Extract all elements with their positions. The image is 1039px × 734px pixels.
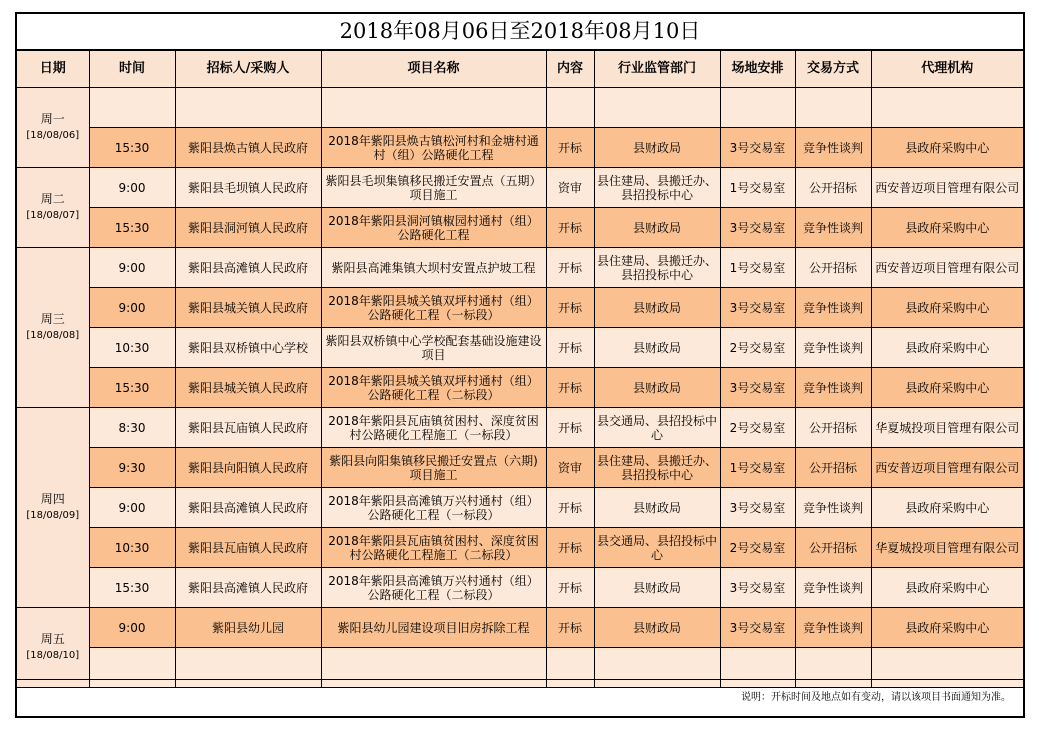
cell-method: 公开招标 xyxy=(795,448,871,488)
schedule-table xyxy=(17,50,1023,688)
table-row xyxy=(17,608,1023,648)
table-row xyxy=(17,368,1023,408)
cell-agent: 县政府采购中心 xyxy=(871,368,1023,408)
cell-room: 1号交易室 xyxy=(720,168,795,208)
col-header-content: 内容 xyxy=(546,51,594,88)
cell-time: 15:30 xyxy=(89,368,175,408)
cell-content: 开标 xyxy=(546,288,594,328)
cell-project: 2018年紫阳县城关镇双坪村通村（组）公路硬化工程（二标段） xyxy=(321,368,546,408)
col-header-owner: 招标人/采购人 xyxy=(175,51,321,88)
day-name: 周二 xyxy=(40,192,65,206)
cell-owner: 紫阳县向阳镇人民政府 xyxy=(175,448,321,488)
cell-method: 公开招标 xyxy=(795,528,871,568)
cell-project: 2018年紫阳县洞河镇椒园村通村（组）公路硬化工程 xyxy=(321,208,546,248)
cell-agent: 西安普迈项目管理有限公司 xyxy=(871,448,1023,488)
cell-owner: 紫阳县城关镇人民政府 xyxy=(175,288,321,328)
cell-project: 紫阳县高滩集镇大坝村安置点护坡工程 xyxy=(321,248,546,288)
cell-project: 紫阳县毛坝集镇移民搬迁安置点（五期）项目施工 xyxy=(321,168,546,208)
cell-agent: 县政府采购中心 xyxy=(871,488,1023,528)
cell-time: 9:00 xyxy=(89,488,175,528)
schedule-sheet xyxy=(15,12,1025,718)
cell-dept: 县交通局、县招投标中心 xyxy=(594,408,720,448)
day-date: [18/08/09] xyxy=(26,510,80,521)
cell-room: 1号交易室 xyxy=(720,448,795,488)
col-header-agent: 代理机构 xyxy=(871,51,1023,88)
cell-method: 公开招标 xyxy=(795,248,871,288)
cell-method: 竞争性谈判 xyxy=(795,608,871,648)
day-date: [18/08/07] xyxy=(26,210,80,221)
cell-owner: 紫阳县瓦庙镇人民政府 xyxy=(175,408,321,448)
table-row xyxy=(17,488,1023,528)
cell-agent: 县政府采购中心 xyxy=(871,608,1023,648)
cell-dept: 县财政局 xyxy=(594,608,720,648)
cell-time: 9:00 xyxy=(89,288,175,328)
day-date: [18/08/08] xyxy=(26,330,80,341)
cell-owner: 紫阳县洞河镇人民政府 xyxy=(175,208,321,248)
cell-owner: 紫阳县瓦庙镇人民政府 xyxy=(175,528,321,568)
cell-owner: 紫阳县毛坝镇人民政府 xyxy=(175,168,321,208)
cell-method: 竞争性谈判 xyxy=(795,488,871,528)
col-header-method: 交易方式 xyxy=(795,51,871,88)
cell-room: 3号交易室 xyxy=(720,488,795,528)
cell-dept: 县交通局、县招投标中心 xyxy=(594,528,720,568)
cell-method: 竞争性谈判 xyxy=(795,288,871,328)
cell-dept: 县住建局、县搬迁办、县招投标中心 xyxy=(594,448,720,488)
day-name: 周五 xyxy=(40,632,65,646)
header-row xyxy=(17,51,1023,88)
cell-content: 开标 xyxy=(546,488,594,528)
page-title: 2018年08月06日至2018年08月10日 xyxy=(17,14,1023,50)
cell-time: 10:30 xyxy=(89,528,175,568)
table-row-empty xyxy=(17,88,1023,128)
cell-method: 公开招标 xyxy=(795,168,871,208)
cell-owner: 紫阳县焕古镇人民政府 xyxy=(175,128,321,168)
col-header-date: 日期 xyxy=(17,51,89,88)
table-row xyxy=(17,168,1023,208)
cell-time: 8:30 xyxy=(89,408,175,448)
cell-room: 3号交易室 xyxy=(720,608,795,648)
col-header-time: 时间 xyxy=(89,51,175,88)
cell-content: 开标 xyxy=(546,528,594,568)
cell-project: 2018年紫阳县城关镇双坪村通村（组）公路硬化工程（一标段） xyxy=(321,288,546,328)
cell-agent: 县政府采购中心 xyxy=(871,288,1023,328)
cell-dept: 县住建局、县搬迁办、县招投标中心 xyxy=(594,168,720,208)
cell-agent: 西安普迈项目管理有限公司 xyxy=(871,168,1023,208)
cell-time: 15:30 xyxy=(89,568,175,608)
cell-time: 15:30 xyxy=(89,128,175,168)
day-date: [18/08/06] xyxy=(26,130,80,141)
cell-time: 15:30 xyxy=(89,208,175,248)
cell-project: 紫阳县幼儿园建设项目旧房拆除工程 xyxy=(321,608,546,648)
cell-owner: 紫阳县高滩镇人民政府 xyxy=(175,568,321,608)
cell-room: 2号交易室 xyxy=(720,528,795,568)
table-row xyxy=(17,528,1023,568)
cell-project: 2018年紫阳县瓦庙镇贫困村、深度贫困村公路硬化工程施工（二标段） xyxy=(321,528,546,568)
cell-room: 1号交易室 xyxy=(720,248,795,288)
cell-project: 2018年紫阳县高滩镇万兴村通村（组）公路硬化工程（二标段） xyxy=(321,568,546,608)
cell-dept: 县财政局 xyxy=(594,488,720,528)
col-header-project: 项目名称 xyxy=(321,51,546,88)
cell-time: 10:30 xyxy=(89,328,175,368)
cell-content: 开标 xyxy=(546,328,594,368)
table-row xyxy=(17,248,1023,288)
day-cell-wed xyxy=(17,248,89,408)
cell-time: 9:30 xyxy=(89,448,175,488)
cell-content: 开标 xyxy=(546,568,594,608)
day-cell-mon xyxy=(17,88,89,168)
cell-room: 2号交易室 xyxy=(720,328,795,368)
day-cell-tue xyxy=(17,168,89,248)
cell-owner: 紫阳县城关镇人民政府 xyxy=(175,368,321,408)
cell-method: 竞争性谈判 xyxy=(795,208,871,248)
day-cell-thu xyxy=(17,408,89,608)
day-name: 周三 xyxy=(40,312,65,326)
cell-project: 2018年紫阳县高滩镇万兴村通村（组）公路硬化工程（一标段） xyxy=(321,488,546,528)
cell-agent: 华夏城投项目管理有限公司 xyxy=(871,528,1023,568)
cell-room: 2号交易室 xyxy=(720,408,795,448)
cell-content: 资审 xyxy=(546,168,594,208)
cell-agent: 县政府采购中心 xyxy=(871,128,1023,168)
cell-agent: 县政府采购中心 xyxy=(871,328,1023,368)
table-row xyxy=(17,328,1023,368)
cell-agent: 西安普迈项目管理有限公司 xyxy=(871,248,1023,288)
cell-room: 3号交易室 xyxy=(720,128,795,168)
cell-method: 竞争性谈判 xyxy=(795,368,871,408)
cell-agent: 华夏城投项目管理有限公司 xyxy=(871,408,1023,448)
col-header-room: 场地安排 xyxy=(720,51,795,88)
day-cell-fri xyxy=(17,608,89,688)
cell-room: 3号交易室 xyxy=(720,368,795,408)
cell-content: 开标 xyxy=(546,248,594,288)
table-row xyxy=(17,208,1023,248)
cell-method: 公开招标 xyxy=(795,408,871,448)
cell-dept: 县财政局 xyxy=(594,328,720,368)
cell-project: 2018年紫阳县焕古镇松河村和金塘村通村（组）公路硬化工程 xyxy=(321,128,546,168)
cell-time: 9:00 xyxy=(89,248,175,288)
day-date: [18/08/10] xyxy=(26,650,80,661)
cell-time: 9:00 xyxy=(89,608,175,648)
cell-dept: 县财政局 xyxy=(594,288,720,328)
cell-project: 紫阳县向阳集镇移民搬迁安置点（六期)项目施工 xyxy=(321,448,546,488)
cell-agent: 县政府采购中心 xyxy=(871,568,1023,608)
col-header-dept: 行业监管部门 xyxy=(594,51,720,88)
cell-content: 开标 xyxy=(546,368,594,408)
cell-content: 开标 xyxy=(546,128,594,168)
cell-dept: 县财政局 xyxy=(594,568,720,608)
cell-owner: 紫阳县幼儿园 xyxy=(175,608,321,648)
table-row xyxy=(17,408,1023,448)
cell-dept: 县财政局 xyxy=(594,128,720,168)
table-row xyxy=(17,448,1023,488)
cell-agent: 县政府采购中心 xyxy=(871,208,1023,248)
cell-owner: 紫阳县双桥镇中心学校 xyxy=(175,328,321,368)
cell-project: 紫阳县双桥镇中心学校配套基础设施建设项目 xyxy=(321,328,546,368)
cell-dept: 县住建局、县搬迁办、县招投标中心 xyxy=(594,248,720,288)
cell-content: 开标 xyxy=(546,408,594,448)
cell-owner: 紫阳县高滩镇人民政府 xyxy=(175,248,321,288)
cell-content: 开标 xyxy=(546,608,594,648)
cell-method: 竞争性谈判 xyxy=(795,568,871,608)
table-row xyxy=(17,288,1023,328)
cell-dept: 县财政局 xyxy=(594,368,720,408)
cell-content: 开标 xyxy=(546,208,594,248)
table-row xyxy=(17,128,1023,168)
cell-time: 9:00 xyxy=(89,168,175,208)
cell-content: 资审 xyxy=(546,448,594,488)
cell-method: 竞争性谈判 xyxy=(795,128,871,168)
cell-room: 3号交易室 xyxy=(720,208,795,248)
cell-room: 3号交易室 xyxy=(720,568,795,608)
cell-project: 2018年紫阳县瓦庙镇贫困村、深度贫困村公路硬化工程施工（一标段） xyxy=(321,408,546,448)
cell-dept: 县财政局 xyxy=(594,208,720,248)
day-name: 周四 xyxy=(40,492,65,506)
cell-owner: 紫阳县高滩镇人民政府 xyxy=(175,488,321,528)
cell-method: 竞争性谈判 xyxy=(795,328,871,368)
table-row xyxy=(17,568,1023,608)
footer-note: 说明：开标时间及地点如有变动，请以该项目书面通知为准。 xyxy=(17,679,1023,716)
day-name: 周一 xyxy=(40,112,65,126)
cell-room: 3号交易室 xyxy=(720,288,795,328)
